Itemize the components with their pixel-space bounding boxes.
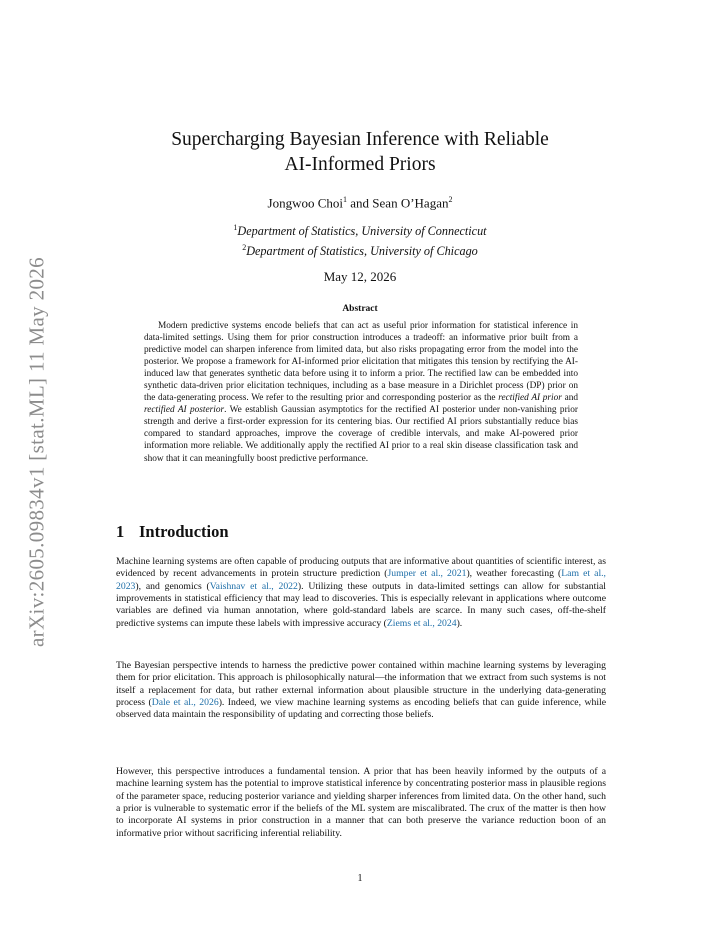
citation-link[interactable]: Lam et al., 2023 xyxy=(116,568,606,592)
affiliation-text: Department of Statistics, University of Chicago xyxy=(246,243,478,258)
citation-link[interactable]: Vaishnav et al., 2022 xyxy=(209,580,298,592)
author-list xyxy=(0,191,720,211)
paragraph-text: The Bayesian perspective intends to harness the predictive power contained within machine learning systems by leveraging them for prior elicitation. This approach is philosophically natural—the information that we extract from such systems is not itself a replacement for data, but rather external information about plausible structure in the underlying data-generating process ( xyxy=(116,660,606,709)
abstract-text: Modern predictive systems encode beliefs that can act as useful prior information for statistical inference in data-limited settings. Using them for prior construction introduces a tradeoff: an informative prior built from a predictive model can sharpen inference from limited data, but also risks propagating error from the model into the posterior. We propose a framework for AI-informed prior elicitation that mitigates this tension by rectifying the AI-induced law that generates synthetic data before using it to inform a prior. The rectified law can be embedded into synthetic data-driven prior elicitation techniques, including as a base measure in a Dirichlet process (DP) prior on the data-generating process. We refer to the resulting prior and corresponding posterior as the xyxy=(144,321,578,404)
paper-title xyxy=(0,127,720,177)
abstract-text: . We establish Gaussian asymptotics for the rectified AI posterior under non-vanishing prior strength and derive a first-order expression for its centering bias. Our rectified AI priors substantially reduce bias compared to standard approaches, improve the coverage of credible intervals, and make AI-powered prior information more reliable. We additionally apply the rectified AI prior to a real skin disease classification task and show that it can meaningfully boost predictive performance. xyxy=(144,405,578,464)
intro-paragraph: However, this perspective introduces a fundamental tension. A prior that has been heavily informed by the outputs of a machine learning system has the potential to improve statistical inference by concentrating posterior mass in plausible regions of the parameter space, reducing posterior variance and yielding sharper inferences from limited data. On the other hand, such a prior is vulnerable to systematic error if the beliefs of the ML system are miscalibrated. The crux of the matter is then how to incorporate AI systems in prior construction in a manner that can both preserve the variance reduction boon of an informative prior without sacrificing inferential reliability. xyxy=(116,766,606,839)
affiliation-marker: 2 xyxy=(448,195,453,204)
author-name: Sean O’Hagan xyxy=(372,195,449,211)
abstract-heading: Abstract xyxy=(342,304,378,314)
affiliation-line xyxy=(0,240,720,260)
title-line-2: AI-Informed Priors xyxy=(284,154,436,175)
paragraph-text: ). Indeed, we view machine learning systems as encoding beliefs that can guide inference, while observed data maintain the responsibility of updating and correcting those beliefs. xyxy=(116,697,607,721)
citation-link[interactable]: Dale et al., 2026 xyxy=(151,697,219,709)
affiliation-line xyxy=(0,220,720,240)
paragraph-text: ). xyxy=(456,617,463,629)
paragraph-text: ). Utilizing these outputs in data-limited settings can allow for substantial improvements in statistical efficiency that may lead to discoveries. This is especially relevant in applications where outcome variables are defined via human annotation, where gold-standard labels are scarce. In many such cases, off-the-shelf predictive systems can impute these labels with impressive accuracy ( xyxy=(116,580,606,629)
affiliation-marker: 1 xyxy=(233,223,238,232)
abstract-term: rectified AI posterior xyxy=(144,405,225,416)
section-title: Introduction xyxy=(139,522,229,541)
affiliation-list xyxy=(0,220,720,259)
affiliation-marker: 2 xyxy=(242,242,247,252)
title-line-1: Supercharging Bayesian Inference with Reliable xyxy=(171,129,549,150)
affiliation-text: Department of Statistics, University of Connecticut xyxy=(237,224,487,239)
paragraph-text: ), weather forecasting ( xyxy=(466,568,562,580)
affiliation-marker: 1 xyxy=(343,195,348,204)
section-heading xyxy=(116,521,229,543)
citation-link[interactable]: Jumper et al., 2021 xyxy=(387,568,467,580)
publication-date: May 12, 2026 xyxy=(323,269,397,284)
abstract-text: and xyxy=(561,393,578,404)
abstract-body xyxy=(144,320,578,465)
author-name: Jongwoo Choi xyxy=(267,195,344,211)
paragraph-text: ), and genomics ( xyxy=(135,580,210,592)
intro-paragraph xyxy=(116,556,606,630)
author-conjunction: and xyxy=(347,195,373,211)
intro-paragraph xyxy=(116,660,606,722)
section-number: 1 xyxy=(116,522,125,541)
arxiv-identifier-stamp[interactable]: arXiv:2605.09834v1 [stat.ML] 11 May 2026 xyxy=(24,256,49,648)
paragraph-text: Machine learning systems are often capable of producing outputs that are informative about quantities of scientific interest, as evidenced by recent advancements in protein structure prediction ( xyxy=(116,556,606,580)
abstract-term: rectified AI prior xyxy=(498,393,562,404)
page-number: 1 xyxy=(357,873,363,884)
citation-link[interactable]: Ziems et al., 2024 xyxy=(386,617,457,629)
